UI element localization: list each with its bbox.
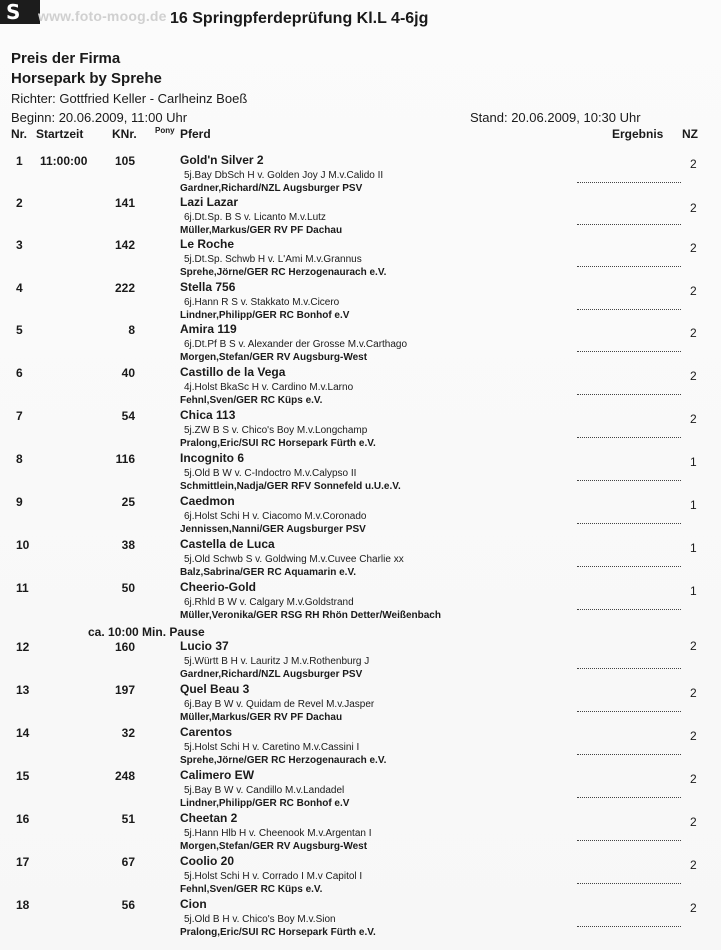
entry-nz: 2 [690,686,697,700]
logo [0,0,40,24]
entry-knr: 116 [115,452,135,466]
entry-rider: Gardner,Richard/NZL Augsburger PSV [180,669,363,680]
entry-details: 5j.Old Schwb S v. Goldwing M.v.Cuvee Charlie xx [184,554,404,565]
list-item [0,846,721,895]
result-blank-line [577,223,681,225]
entry-details: 6j.Holst Schi H v. Ciacomo M.v.Coronado [184,511,367,522]
judges: Richter: Gottfried Keller - Carlheinz Boeß [11,91,248,106]
entry-horse: Stella 756 [180,280,236,294]
entry-knr: 25 [121,495,135,509]
stand-time: Stand: 20.06.2009, 10:30 Uhr [470,110,641,125]
col-header-pony: Pony [155,126,175,135]
entry-horse: Cheetan 2 [180,811,238,825]
entry-start-time: 11:00:00 [40,154,88,168]
entry-rider: Müller,Veronika/GER RSG RH Rhön Detter/Weißenbach [180,610,441,621]
entry-rider: Gardner,Richard/NZL Augsburger PSV [180,183,363,194]
entry-details: 5j.Old B W v. C-Indoctro M.v.Calypso II [184,468,357,479]
result-blank-line [577,796,681,798]
col-header-startzeit: Startzeit [36,127,84,141]
logo-letter: S [6,0,21,24]
entry-horse: Lazi Lazar [180,195,239,209]
entry-nr: 16 [16,812,30,826]
entry-nz: 1 [690,455,697,469]
entry-knr: 8 [128,323,135,337]
result-blank-line [577,667,681,669]
pause-note: ca. 10:00 Min. Pause [88,625,205,639]
entry-knr: 51 [121,812,135,826]
entry-nr: 10 [16,538,30,552]
entry-nr: 15 [16,769,30,783]
entry-nz: 2 [690,201,697,215]
entry-nz: 2 [690,901,697,915]
entry-horse: Castillo de la Vega [180,365,286,379]
result-blank-line [577,710,681,712]
entry-nr: 2 [16,196,23,210]
entry-horse: Le Roche [180,237,235,251]
entry-rider: Jennissen,Nanni/GER Augsburger PSV [180,524,366,535]
list-item [0,314,721,363]
entry-nz: 2 [690,639,697,653]
entry-horse: Castella de Luca [180,537,275,551]
list-item [0,229,721,278]
list-item [0,889,721,938]
entry-rider: Sprehe,Jörne/GER RC Herzogenaurach e.V. [180,755,387,766]
result-blank-line [577,308,681,310]
entry-knr: 56 [121,898,135,912]
entry-nz: 1 [690,498,697,512]
entry-horse: Gold'n Silver 2 [180,153,264,167]
prize-line-2: Horsepark by Sprehe [11,70,162,87]
entry-nz: 2 [690,284,697,298]
entry-rider: Müller,Markus/GER RV PF Dachau [180,225,343,236]
entry-knr: 248 [114,769,135,783]
entry-details: 6j.Dt.Sp. B S v. Licanto M.v.Lutz [184,212,326,223]
result-blank-line [577,350,681,352]
entry-nz: 1 [690,584,697,598]
entry-nr: 11 [16,581,29,595]
entry-nr: 14 [16,726,30,740]
entry-nr: 5 [16,323,23,337]
result-blank-line [577,839,681,841]
list-item [0,717,721,766]
entry-rider: Balz,Sabrina/GER RC Aquamarin e.V. [180,567,356,578]
entry-rider: Fehnl,Sven/GER RC Küps e.V. [180,884,323,895]
entry-nr: 9 [16,495,23,509]
entry-horse: Caedmon [180,494,235,508]
entry-knr: 222 [114,281,135,295]
entry-nr: 18 [16,898,30,912]
result-blank-line [577,436,681,438]
entry-details: 6j.Rhld B W v. Calgary M.v.Goldstrand [184,597,354,608]
list-item [0,760,721,809]
result-blank-line [577,882,681,884]
entry-knr: 105 [114,154,135,168]
entry-details: 5j.Bay DbSch H v. Golden Joy J M.v.Calido II [184,170,384,181]
entry-nz: 1 [690,541,697,555]
entry-rider: Sprehe,Jörne/GER RC Herzogenaurach e.V. [180,267,387,278]
list-item [0,529,721,578]
entry-rider: Pralong,Eric/SUI RC Horsepark Fürth e.V. [180,438,376,449]
col-header-nz: NZ [682,127,698,141]
entry-nr: 17 [16,855,30,869]
entry-details: 5j.Dt.Sp. Schwb H v. L'Ami M.v.Grannus [184,254,362,265]
result-blank-line [577,608,681,610]
list-item [0,486,721,535]
list-item [0,400,721,449]
prize-line-1: Preis der Firma [11,50,121,67]
entry-details: 6j.Dt.Pf B S v. Alexander der Grosse M.v.Carthago [184,339,408,350]
entry-rider: Lindner,Philipp/GER RC Bonhof e.V [180,798,350,809]
result-blank-line [577,925,681,927]
list-item [0,187,721,236]
result-blank-line [577,393,681,395]
entry-rider: Morgen,Stefan/GER RV Augsburg-West [180,841,368,852]
result-blank-line [577,181,681,183]
entry-knr: 142 [114,238,135,252]
entry-details: 6j.Hann R S v. Stakkato M.v.Cicero [184,297,340,308]
entry-nr: 3 [16,238,23,252]
entry-knr: 54 [121,409,135,423]
entry-details: 5j.Hann Hlb H v. Cheenook M.v.Argentan I [184,828,372,839]
entry-horse: Lucio 37 [180,639,229,653]
list-item [0,443,721,492]
entry-details: 5j.Holst Schi H v. Corrado I M.v Capitol I [184,871,363,882]
list-item [0,572,721,621]
entry-knr: 197 [114,683,135,697]
entry-horse: Cion [180,897,207,911]
entry-nz: 2 [690,326,697,340]
entry-nz: 2 [690,157,697,171]
entry-horse: Calimero EW [180,768,255,782]
col-header-ergebnis: Ergebnis [612,127,664,141]
entry-horse: Amira 119 [180,322,237,336]
entry-nr: 6 [16,366,23,380]
entry-rider: Fehnl,Sven/GER RC Küps e.V. [180,395,323,406]
event-title: 16 Springpferdeprüfung Kl.L 4-6jg [170,10,429,27]
entry-nr: 1 [16,154,23,168]
list-item [0,145,721,194]
begin-time: Beginn: 20.06.2009, 11:00 Uhr [11,110,188,125]
result-blank-line [577,522,681,524]
entry-nz: 2 [690,369,697,383]
list-item [0,674,721,723]
entry-details: 5j.Württ B H v. Lauritz J M.v.Rothenburg J [184,656,370,667]
entry-nr: 4 [16,281,23,295]
result-blank-line [577,565,681,567]
entry-rider: Pralong,Eric/SUI RC Horsepark Fürth e.V. [180,927,376,938]
entry-knr: 32 [121,726,135,740]
entry-horse: Chica 113 [180,408,236,422]
entry-knr: 38 [121,538,135,552]
entry-knr: 50 [121,581,135,595]
entry-nr: 12 [16,640,30,654]
col-header-pferd: Pferd [180,127,211,141]
entry-nz: 2 [690,729,697,743]
entry-nz: 2 [690,858,697,872]
entry-details: 5j.Holst Schi H v. Caretino M.v.Cassini I [184,742,360,753]
entry-nz: 2 [690,241,697,255]
entry-horse: Quel Beau 3 [180,682,250,696]
entry-horse: Incognito 6 [180,451,244,465]
result-blank-line [577,479,681,481]
entry-knr: 141 [114,196,135,210]
list-item [0,803,721,852]
entry-knr: 40 [121,366,135,380]
entry-nr: 8 [16,452,23,466]
watermark: www.foto-moog.de [38,8,167,24]
entry-details: 5j.Old B H v. Chico's Boy M.v.Sion [184,914,336,925]
entry-details: 4j.Holst BkaSc H v. Cardino M.v.Larno [184,382,354,393]
entry-rider: Müller,Markus/GER RV PF Dachau [180,712,343,723]
entry-nz: 2 [690,412,697,426]
entry-rider: Morgen,Stefan/GER RV Augsburg-West [180,352,368,363]
entry-knr: 67 [121,855,135,869]
entry-details: 6j.Bay B W v. Quidam de Revel M.v.Jasper [184,699,375,710]
entry-nz: 2 [690,772,697,786]
entry-nr: 13 [16,683,30,697]
result-blank-line [577,265,681,267]
result-blank-line [577,753,681,755]
entry-horse: Carentos [180,725,233,739]
col-header-nr: Nr. [11,127,28,141]
entry-horse: Coolio 20 [180,854,235,868]
entry-details: 5j.ZW B S v. Chico's Boy M.v.Longchamp [184,425,368,436]
list-item [0,357,721,406]
entry-horse: Cheerio-Gold [180,580,257,594]
entry-rider: Schmittlein,Nadja/GER RFV Sonnefeld u.U.e.V. [180,481,401,492]
list-item [0,272,721,321]
entry-nr: 7 [16,409,23,423]
entry-knr: 160 [114,640,135,654]
col-header-knr: KNr. [112,127,137,141]
entry-nz: 2 [690,815,697,829]
entry-rider: Lindner,Philipp/GER RC Bonhof e.V [180,310,350,321]
entry-details: 5j.Bay B W v. Candillo M.v.Landadel [184,785,345,796]
